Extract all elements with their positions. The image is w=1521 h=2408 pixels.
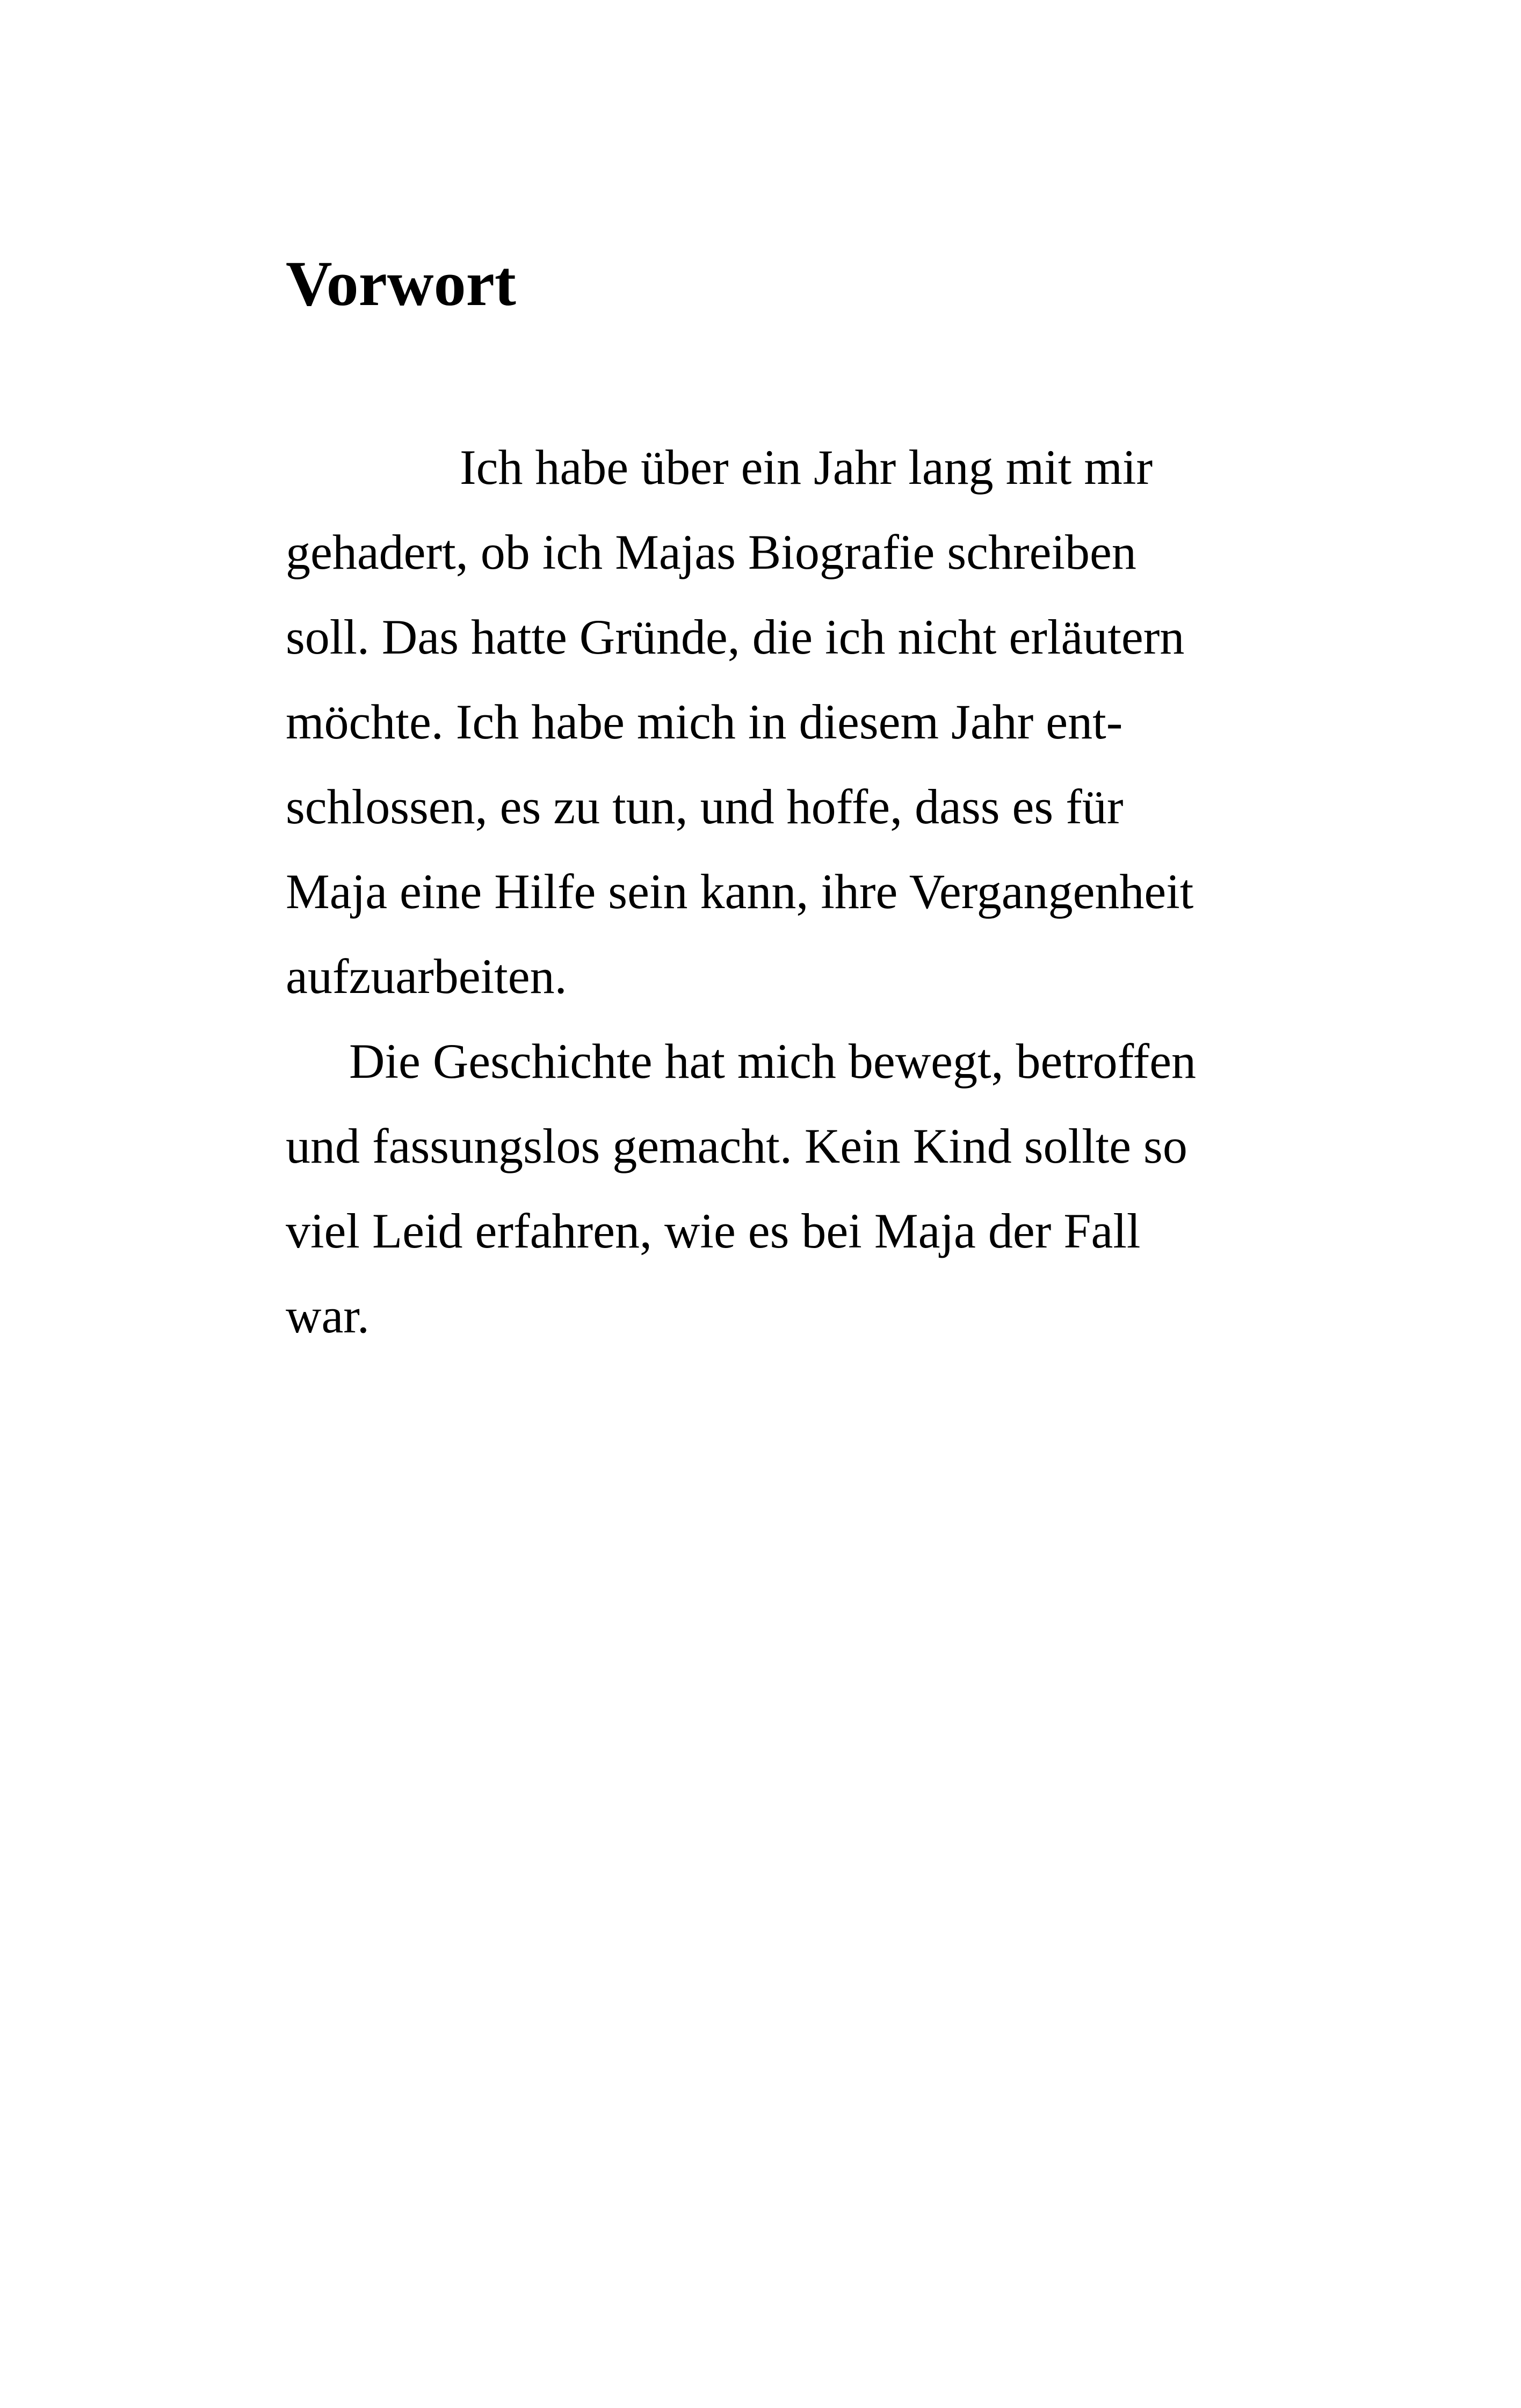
paragraph-2-line-1: Die Geschichte hat mich bewegt, betroffen — [349, 1034, 1197, 1089]
paragraph-1-line-1: Ich habe über ein Jahr lang mit mir — [460, 440, 1153, 495]
paragraph-2-line-4: war. — [286, 1288, 370, 1343]
paragraph-1-line-2: gehadert, ob ich Majas Biografie schreiben — [286, 525, 1136, 579]
paragraph-1-line-3: soll. Das hatte Gründe, die ich nicht erläutern — [286, 610, 1185, 664]
chapter-heading: Vorwort — [286, 248, 516, 319]
paragraph-1-line-6: Maja eine Hilfe sein kann, ihre Vergangenheit — [286, 864, 1194, 919]
paragraph-1-line-4: möchte. Ich habe mich in diesem Jahr ent- — [286, 694, 1123, 749]
paragraph-1-line-5: schlossen, es zu tun, und hoffe, dass es für — [286, 779, 1124, 834]
paragraph-2-line-2: und fassungslos gemacht. Kein Kind sollte so — [286, 1119, 1187, 1173]
paragraph-1-line-7: aufzuarbeiten. — [286, 949, 567, 1004]
paragraph-2-line-3: viel Leid erfahren, wie es bei Maja der Fall — [286, 1203, 1141, 1258]
